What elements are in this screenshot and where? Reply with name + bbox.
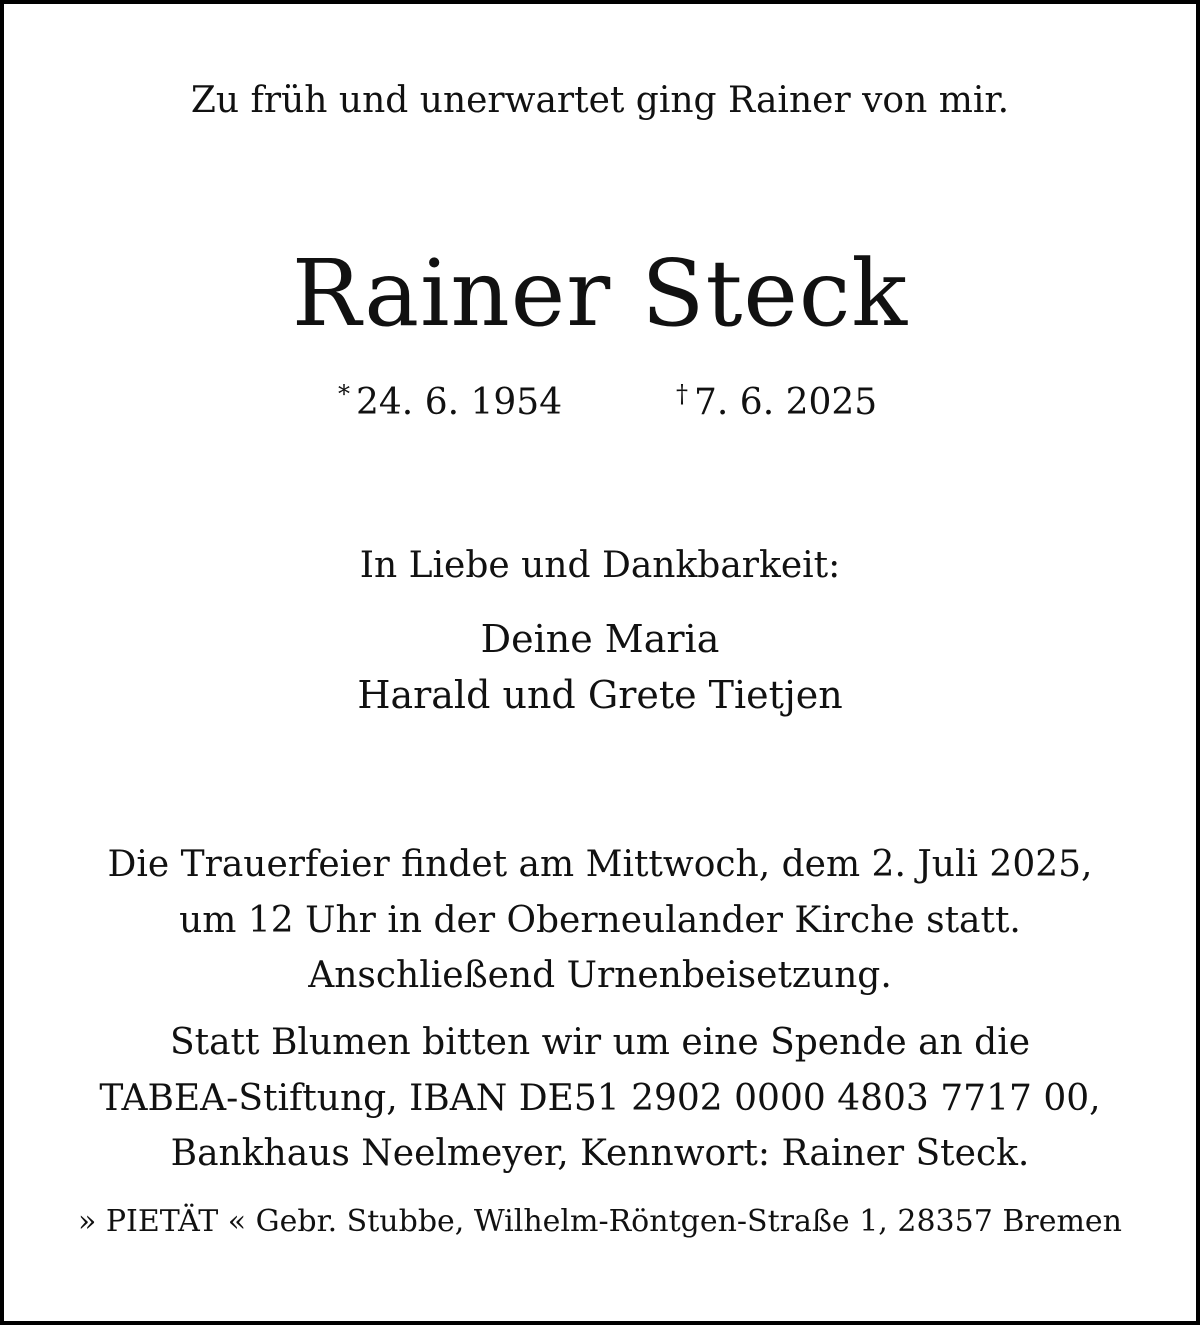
birth-symbol: * xyxy=(338,380,350,408)
donation-line: Bankhaus Neelmeyer, Kennwort: Rainer Steck. xyxy=(170,1133,1030,1174)
death-date xyxy=(676,382,877,421)
deceased-name: Rainer Steck xyxy=(291,240,909,347)
donation-line: Statt Blumen bitten wir um eine Spende an die xyxy=(169,1022,1031,1063)
mourning-label: In Liebe und Dankbarkeit: xyxy=(359,545,841,586)
birth-date xyxy=(338,382,562,421)
life-dates xyxy=(0,382,1200,432)
donation-line: TABEA-Stiftung, IBAN DE51 2902 0000 4803 7717 00, xyxy=(99,1078,1101,1119)
intro-text: Zu früh und unerwartet ging Rainer von mir. xyxy=(190,80,1010,121)
mourner-line: Harald und Grete Tietjen xyxy=(357,673,843,717)
service-line: Die Trauerfeier findet am Mittwoch, dem 2. Juli 2025, xyxy=(107,844,1093,885)
death-symbol: † xyxy=(676,380,688,408)
mourner-line: Deine Maria xyxy=(480,617,720,661)
service-line: Anschließend Urnenbeisetzung. xyxy=(308,955,892,996)
funeral-home-footer: » PIETÄT « Gebr. Stubbe, Wilhelm-Röntgen-Straße 1, 28357 Bremen xyxy=(77,1204,1122,1239)
death-date-value: 7. 6. 2025 xyxy=(694,382,878,423)
service-line: um 12 Uhr in der Oberneulander Kirche statt. xyxy=(179,900,1021,941)
birth-date-value: 24. 6. 1954 xyxy=(356,382,563,423)
